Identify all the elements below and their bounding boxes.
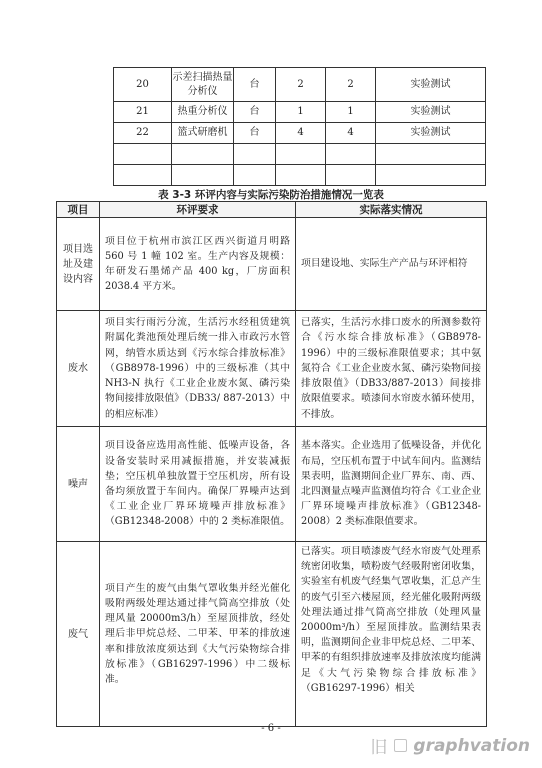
equip-qty-planned: 1 [276, 102, 326, 123]
equip-no: 21 [114, 102, 172, 123]
header-requirement: 环评要求 [100, 202, 296, 218]
row-item: 废气 [57, 542, 100, 727]
table-row [57, 311, 487, 427]
equip-qty-actual: 2 [326, 68, 376, 102]
equip-qty-planned: 4 [276, 123, 326, 144]
table-row [114, 123, 486, 144]
watermark-mark: 旧 [370, 738, 389, 758]
equip-unit: 台 [234, 123, 276, 144]
header-item: 项目 [57, 202, 100, 218]
table-row [57, 218, 487, 311]
row-actual: 基本落实。企业选用了低噪设备，并优化布局，空压机布置于中试车间内。监测结果表明，监测期间企业厂界东、南、西、北四测量点噪声监测值均符合《工业企业厂界环境噪声排放标准》（GB12348-2008）2 类标准限值要求。 [296, 427, 487, 542]
table-header-row [57, 202, 487, 218]
table-caption: 表 3-3 环评内容与实际污染防治措施情况一览表 [158, 189, 384, 201]
row-item: 噪声 [57, 427, 100, 542]
row-actual: 项目建设地、实际生产产品与环评相符 [296, 218, 487, 311]
row-item: 项目选址及建设内容 [57, 218, 100, 311]
watermark [370, 733, 530, 758]
row-actual: 已落实，生活污水排口废水的所测参数符合《污水综合排放标准》（GB8978-1996）中的三级标准限值要求；其中氨氮符合《工业企业废水氮、磷污染物间接排放限值》（DB33/887-2013）间接排放限值要求。喷漆间水帘废水循环使用，不排放。 [296, 311, 487, 427]
equip-status: 实验测试 [376, 68, 486, 102]
compliance-table [56, 201, 487, 727]
equip-name: 篮式研磨机 [172, 123, 234, 144]
table-row [114, 68, 486, 102]
row-item: 废水 [57, 311, 100, 427]
equip-unit: 台 [234, 68, 276, 102]
equip-unit: 台 [234, 102, 276, 123]
logo-square-icon [394, 739, 407, 752]
equip-no: 20 [114, 68, 172, 102]
row-requirement: 项目设备应选用高性能、低噪声设备，各设备安装时采用减振措施，并安装减振垫；空压机单独放置于空压机房，所有设备均须放置于车间内。确保厂界噪声达到《工业企业厂界环境噪声排放标准》（GB12348-2008）中的 2 类标准限值。 [100, 427, 296, 542]
table-row [57, 542, 487, 727]
row-requirement: 项目产生的废气由集气罩收集并经光催化吸附两级处理达通过排气筒高空排放（处理风量 20000m3/h）至屋顶排放，经处理后非甲烷总烃、二甲苯、甲苯的排放速率和排放浓度须达到《大气污染物综合排放标准》（GB16297-1996）中二级标准。 [100, 542, 296, 727]
equip-qty-actual: 4 [326, 123, 376, 144]
equip-no: 22 [114, 123, 172, 144]
row-requirement: 项目实行雨污分流，生活污水经租赁建筑附属化粪池预处理后统一排入市政污水管网，纳管水质达到《污水综合排放标准》（GB8978-1996）中的三级标准（其中 NH3-N 执行《工业企业废水氮、磷污染物间接排放限值》（DB33/ 887-2013）中的相应标准） [100, 311, 296, 427]
table-row-empty [114, 165, 486, 186]
equip-qty-actual: 1 [326, 102, 376, 123]
page-number: - 6 - [261, 723, 281, 734]
watermark-text: graphvation [413, 735, 530, 756]
header-actual: 实际落实情况 [296, 202, 487, 218]
equip-qty-planned: 2 [276, 68, 326, 102]
table-row [57, 427, 487, 542]
row-requirement: 项目位于杭州市滨江区西兴街道月明路 560 号 1 幢 102 室。生产内容及规模：年研发石墨烯产品 400 kg，厂房面积 2038.4 平方米。 [100, 218, 296, 311]
table-row-empty [114, 144, 486, 165]
row-actual: 已落实。项目喷漆废气经水帘废气处理系统密闭收集，喷粉废气经吸附密闭收集，实验室有机废气经集气罩收集，汇总产生的废气引至六楼屋顶，经光催化吸附两级处理法通过排气筒高空排放（处理风量 20000m³/h）至屋顶排放。监测结果表明，监测期间企业非甲烷总烃、二甲苯、甲苯的有组织排放速率及排放浓度均能满足《大气污染物综合排放标准》（GB16297-1996）相关 [296, 542, 487, 727]
equip-status: 实验测试 [376, 123, 486, 144]
table-row [114, 102, 486, 123]
equip-name: 热重分析仪 [172, 102, 234, 123]
equip-name: 示差扫描热量分析仪 [172, 68, 234, 102]
equip-status: 实验测试 [376, 102, 486, 123]
equipment-table [113, 67, 486, 186]
